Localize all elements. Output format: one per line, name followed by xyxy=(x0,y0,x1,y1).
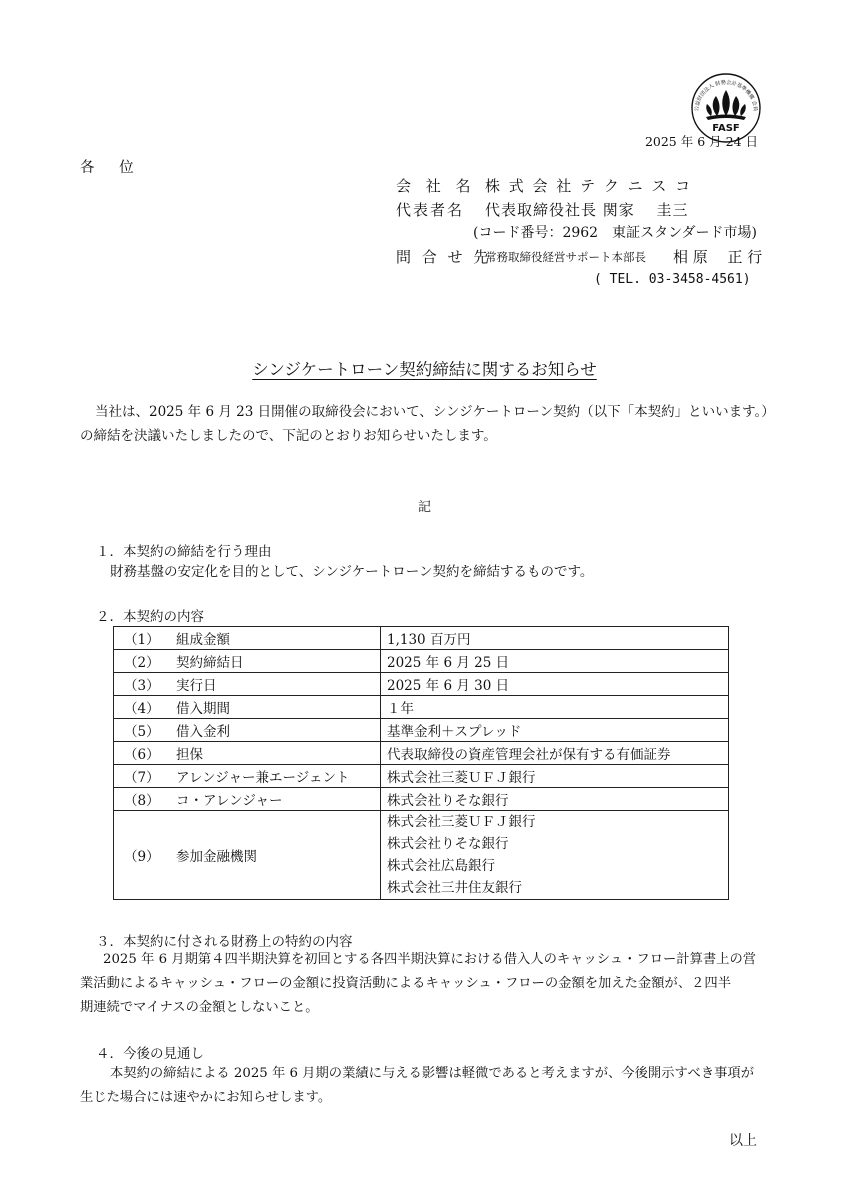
table-row xyxy=(114,811,729,900)
representative-name: 代表取締役社長 関家 圭三 xyxy=(485,201,689,219)
stock-code: (コード番号：2962 東証スタンダード市場) xyxy=(473,225,757,241)
table-row xyxy=(114,742,729,765)
term-number: （7） xyxy=(124,770,160,786)
company-row xyxy=(0,175,849,197)
representative-label: 代表者名 xyxy=(396,201,465,219)
document-title-text: シンジケートローン契約締結に関するお知らせ xyxy=(252,360,597,379)
term-value: 2025 年 6 月 30 日 xyxy=(381,673,729,696)
section-4-line-2: 生じた場合には速やかにお知らせします。 xyxy=(80,1090,332,1105)
term-value: １年 xyxy=(381,696,729,719)
section-1-heading: １．本契約の締結を行う理由 xyxy=(96,544,272,560)
section-3-line-1: 2025 年 6 月期第４四半期決算を初回とする各四半期決算における借入人のキャッシュ・フロー計算書上の営 xyxy=(103,952,757,967)
term-value: 株式会社りそな銀行 xyxy=(381,788,729,811)
tel-row xyxy=(0,269,849,291)
table-row xyxy=(114,627,729,650)
term-label-cell xyxy=(114,627,381,650)
table-row xyxy=(114,765,729,788)
term-label-cell xyxy=(114,788,381,811)
ki-marker: 記 xyxy=(417,500,431,515)
term-label: 契約締結日 xyxy=(176,655,244,671)
table-row xyxy=(114,673,729,696)
contact-name: 相 原 正 行 xyxy=(673,248,763,266)
contract-terms-table xyxy=(113,626,729,900)
term-label: アレンジャー兼エージェント xyxy=(176,770,350,786)
contact-tel: ( TEL. 03-3458-4561) xyxy=(594,272,751,287)
addressee: 各 位 xyxy=(80,160,144,176)
term-label: 担保 xyxy=(176,747,203,763)
contact-title: 常務取締役経営サポート本部長 xyxy=(485,250,646,264)
intro-line-1: 当社は、2025 年 6 月 23 日開催の取締役会において、シンジケートローン契約（以下「本契約」といいます。） xyxy=(95,404,775,420)
contact-row xyxy=(0,246,849,268)
term-label-cell xyxy=(114,719,381,742)
company-name: 株 式 会 社 テ ク ニ ス コ xyxy=(485,177,693,195)
term-label: 借入金利 xyxy=(176,724,230,740)
section-2-heading: ２．本契約の内容 xyxy=(96,609,204,625)
lender-name: 株式会社三菱ＵＦＪ銀行 xyxy=(387,814,536,830)
code-row xyxy=(0,222,849,244)
term-number: （3） xyxy=(124,678,160,694)
term-label: 組成金額 xyxy=(176,632,230,648)
representative-row xyxy=(0,199,849,221)
term-number: （1） xyxy=(124,632,160,648)
term-label: コ・アレンジャー xyxy=(176,793,283,809)
term-value: 2025 年 6 月 25 日 xyxy=(381,650,729,673)
release-date: 2025 年 6 月 24 日 xyxy=(644,134,758,149)
term-value: 基準金利＋スプレッド xyxy=(381,719,729,742)
term-number: （5） xyxy=(124,724,160,740)
table-row xyxy=(114,650,729,673)
term-number: （9） xyxy=(124,849,160,865)
term-label-cell xyxy=(114,696,381,719)
term-value: 代表取締役の資産管理会社が保有する有価証券 xyxy=(381,742,729,765)
lender-name: 株式会社りそな銀行 xyxy=(387,836,509,852)
term-label: 参加金融機関 xyxy=(176,849,257,865)
section-4-heading: ４．今後の見通し xyxy=(96,1046,204,1062)
table-row xyxy=(114,788,729,811)
table-row xyxy=(114,719,729,742)
section-3-heading: ３．本契約に付される財務上の特約の内容 xyxy=(96,934,353,950)
term-label-cell xyxy=(114,811,381,900)
term-label-cell xyxy=(114,765,381,788)
section-3-line-3: 期連続でマイナスの金額としないこと。 xyxy=(80,1000,319,1015)
term-value: 1,130 百万円 xyxy=(381,627,729,650)
term-number: （8） xyxy=(124,793,160,809)
document-title xyxy=(0,356,849,380)
logo-wordmark: FASF xyxy=(712,123,740,134)
contact-label: 問 合 せ 先 xyxy=(396,248,492,266)
section-1-body: 財務基盤の安定化を目的として、シンジケートローン契約を締結するものです。 xyxy=(110,564,594,580)
intro-line-2: の締結を決議いたしましたので、下記のとおりお知らせいたします。 xyxy=(80,428,497,444)
term-label-cell xyxy=(114,673,381,696)
section-3-line-2: 業活動によるキャッシュ・フローの金額に投資活動によるキャッシュ・フローの金額を加えた金額が、２四半 xyxy=(80,976,732,991)
section-4-line-1: 本契約の締結による 2025 年 6 月期の業績に与える影響は軽微であると考えますが、今後開示すべき事項が xyxy=(110,1066,755,1081)
company-label: 会 社 名 xyxy=(396,177,476,195)
term-number: （2） xyxy=(124,655,160,671)
term-number: （6） xyxy=(124,747,160,763)
table-row xyxy=(114,696,729,719)
logo-ring-text: 公益財団法人 財務会計基準機構 会員 xyxy=(693,79,759,112)
term-label-cell xyxy=(114,742,381,765)
term-label: 実行日 xyxy=(176,678,217,694)
lender-name: 株式会社広島銀行 xyxy=(387,858,495,874)
term-label: 借入期間 xyxy=(176,701,230,717)
term-value-list xyxy=(381,811,729,900)
term-value: 株式会社三菱ＵＦＪ銀行 xyxy=(381,765,729,788)
term-label-cell xyxy=(114,650,381,673)
closing-mark: 以上 xyxy=(729,1133,757,1149)
lender-name: 株式会社三井住友銀行 xyxy=(387,880,522,896)
term-number: （4） xyxy=(124,701,160,717)
